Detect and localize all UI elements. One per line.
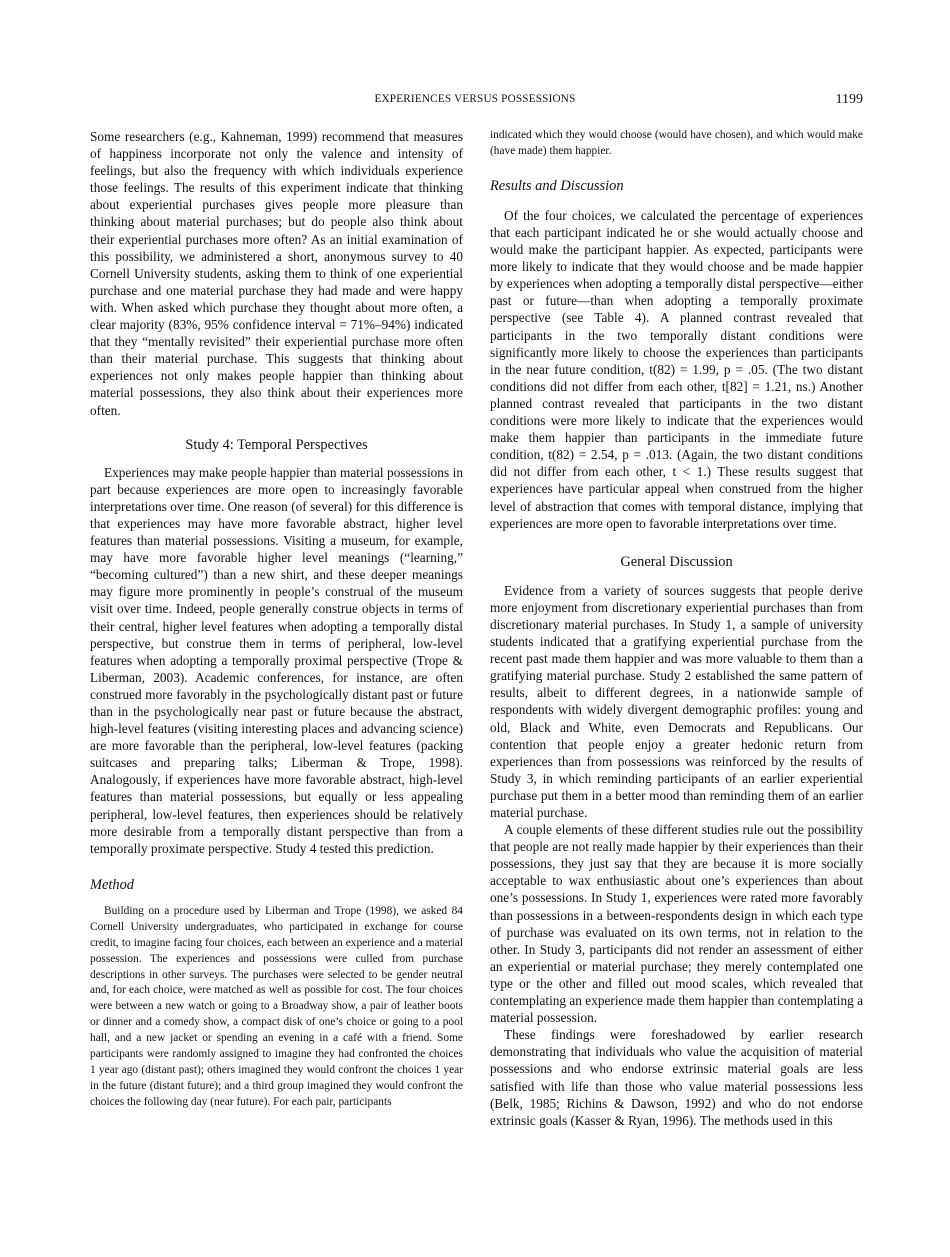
paragraph-results: Of the four choices, we calculated the percentage of experiences that each participant indicated he or she would actually choose and would make the participant happier. As expected, participants were more likely to indicate that they would choose and be made happier by experiences when adopting a temporally distal perspective—either past or future—than when adopting a temporally proximate perspective (see Table 4). A planned contrast revealed that participants in the two temporally distant conditions were significantly more likely to choose the experiences than participants in the near future condition, t(82) = 1.99, p = .05. (The two distant conditions did not differ from each other, t[82] = 1.21, ns.) Another planned contrast revealed that participants in the two distant conditions were more likely to indicate that the experiences would make them happier than participants in the immediate future condition, t(82) = 2.54, p = .013. (Again, the two distant conditions did not differ from each other, t < 1.) These results suggest that experiences have particular appeal when construed from the higher level of abstraction that comes with temporal distance, implying that experiences are more open to favorable interpretations over time. <box>490 207 863 531</box>
paragraph-method: Building on a procedure used by Liberman and Trope (1998), we asked 84 Cornell University undergraduates, who participated in exchange for course credit, to imagine facing four choices, each between an experience and a material possession. The experiences and possessions were culled from purchase descriptions in other surveys. The purchases were selected to be gender neutral and, for each choice, were matched as well as possible for cost. The four choices were between a new watch or going to a Broadway show, a pair of leather boots or dinner and a comedy show, a compact disk of one’s choice or going to a pool hall, and a new jacket or spending an evening in a café with a friend. Some participants were randomly assigned to imagine they had confronted the choices 1 year ago (distant past); others imagined they would confront the choices 1 year in the future (distant future); and a third group imagined they would confront the choices the following day (near future). For each pair, participants <box>90 904 463 1108</box>
left-column <box>90 128 463 1111</box>
paragraph-intro: Some researchers (e.g., Kahneman, 1999) recommend that measures of happiness incorporate not only the valence and intensity of feelings, but also the frequency with which individuals experience those feelings. The results of this experiment indicate that thinking about experiential purchases gives people more pleasure than thinking about material purchases; but do people also think about their experiential purchases more often? As an initial examination of this possibility, we administered a short, anonymous survey to 40 Cornell University students, asking them to think of one experiential purchase and one material purchase they had made and were happy with. When asked which purchase they thought about more often, a clear majority (83%, 95% confidence interval = 71%–94%) indicated that they “mentally revisited” their experiential purchase more often than their material purchase. This suggests that thinking about experiences not only makes people happier than thinking about material possessions, they also think about their experiences more often. <box>90 129 463 418</box>
paragraph-method-continued: indicated which they would choose (would have chosen), and which would make (have made) them happier. <box>490 129 863 157</box>
subheading-method: Method <box>90 876 134 893</box>
subheading-results: Results and Discussion <box>490 177 624 194</box>
running-title: EXPERIENCES VERSUS POSSESSIONS <box>374 93 576 105</box>
paragraph-general-1: Evidence from a variety of sources suggests that people derive more enjoyment from discretionary experiential purchases than from discretionary material purchases. In Study 1, a sample of university students indicated that a gratifying experiential purchase from the recent past made them happier and was more valuable to them than a gratifying material purchase. Study 2 established the same pattern of results, albeit to different degrees, in a nationwide sample of respondents with widely divergent demographic profiles: young and old, Black and White, even Democrats and Republicans. Our contention that people enjoy a greater hedonic return from experiences than from possessions was reinforced by the results of Study 3, in which reminding participants of an earlier experiential purchase put them in a better mood than reminding them of an earlier material purchase. <box>490 582 863 820</box>
running-head <box>0 92 950 110</box>
section-heading-study4: Study 4: Temporal Perspectives <box>185 436 368 453</box>
right-column <box>490 128 863 1129</box>
paragraph-study4: Experiences may make people happier than material possessions in part because experiences are more open to increasingly favorable interpretations over time. One reason (of several) for this difference is that experiences may have more favorable abstract, higher level features than material possessions. Visiting a museum, for example, may have more favorable higher level meanings (“learning,” “becoming cultured”) than a new shirt, and these deeper meanings may figure more prominently in people’s construal of the museum visit over time. Indeed, people generally construe objects in terms of their central, higher level features when adopting a temporally distal perspective, but construe them in terms of peripheral, low-level features when adopting a temporally proximal perspective (Trope & Liberman, 2003). Academic conferences, for instance, are often construed more favorably in the psychologically distant past or future than in the psychologically near past or future because the abstract, high-level features (visiting interesting places and advancing science) are more favorable than the peripheral, low-level features (packing suitcases and preparing talks; Liberman & Trope, 1998). Analogously, if experiences have more favorable abstract, high-level features than material possessions, but equally or less appealing peripheral, low-level features, then experiences should be relatively more desirable from a temporally distant perspective than from a temporally proximate perspective. Study 4 tested this prediction. <box>90 464 463 856</box>
page-number: 1199 <box>835 92 863 107</box>
paragraph-general-2: A couple elements of these different studies rule out the possibility that people are not really made happier by their experiences than their possessions, they just say that they are because it is more socially acceptable to wax enthusiastic about one’s experiences than about one’s possessions. In Study 1, experiences were rated more favorably than possessions in a between-respondents design in which each type of purchase was evaluated on its own terms, not in relation to the other. In Study 3, participants did not render an assessment of either an experiential or material purchase; they merely contemplated one type or the other and filled out mood scales, which revealed that contemplating an experience made them happier than contemplating a material possession. <box>490 822 863 1026</box>
paragraph-general-3: These findings were foreshadowed by earlier research demonstrating that individuals who value the acquisition of material possessions and who endorse extrinsic material goals are less satisfied with life than those who value material possessions less (Belk, 1985; Richins & Dawson, 1992) and who do not endorse extrinsic goals (Kasser & Ryan, 1996). The methods used in this <box>490 1027 863 1128</box>
section-heading-general: General Discussion <box>620 553 733 570</box>
